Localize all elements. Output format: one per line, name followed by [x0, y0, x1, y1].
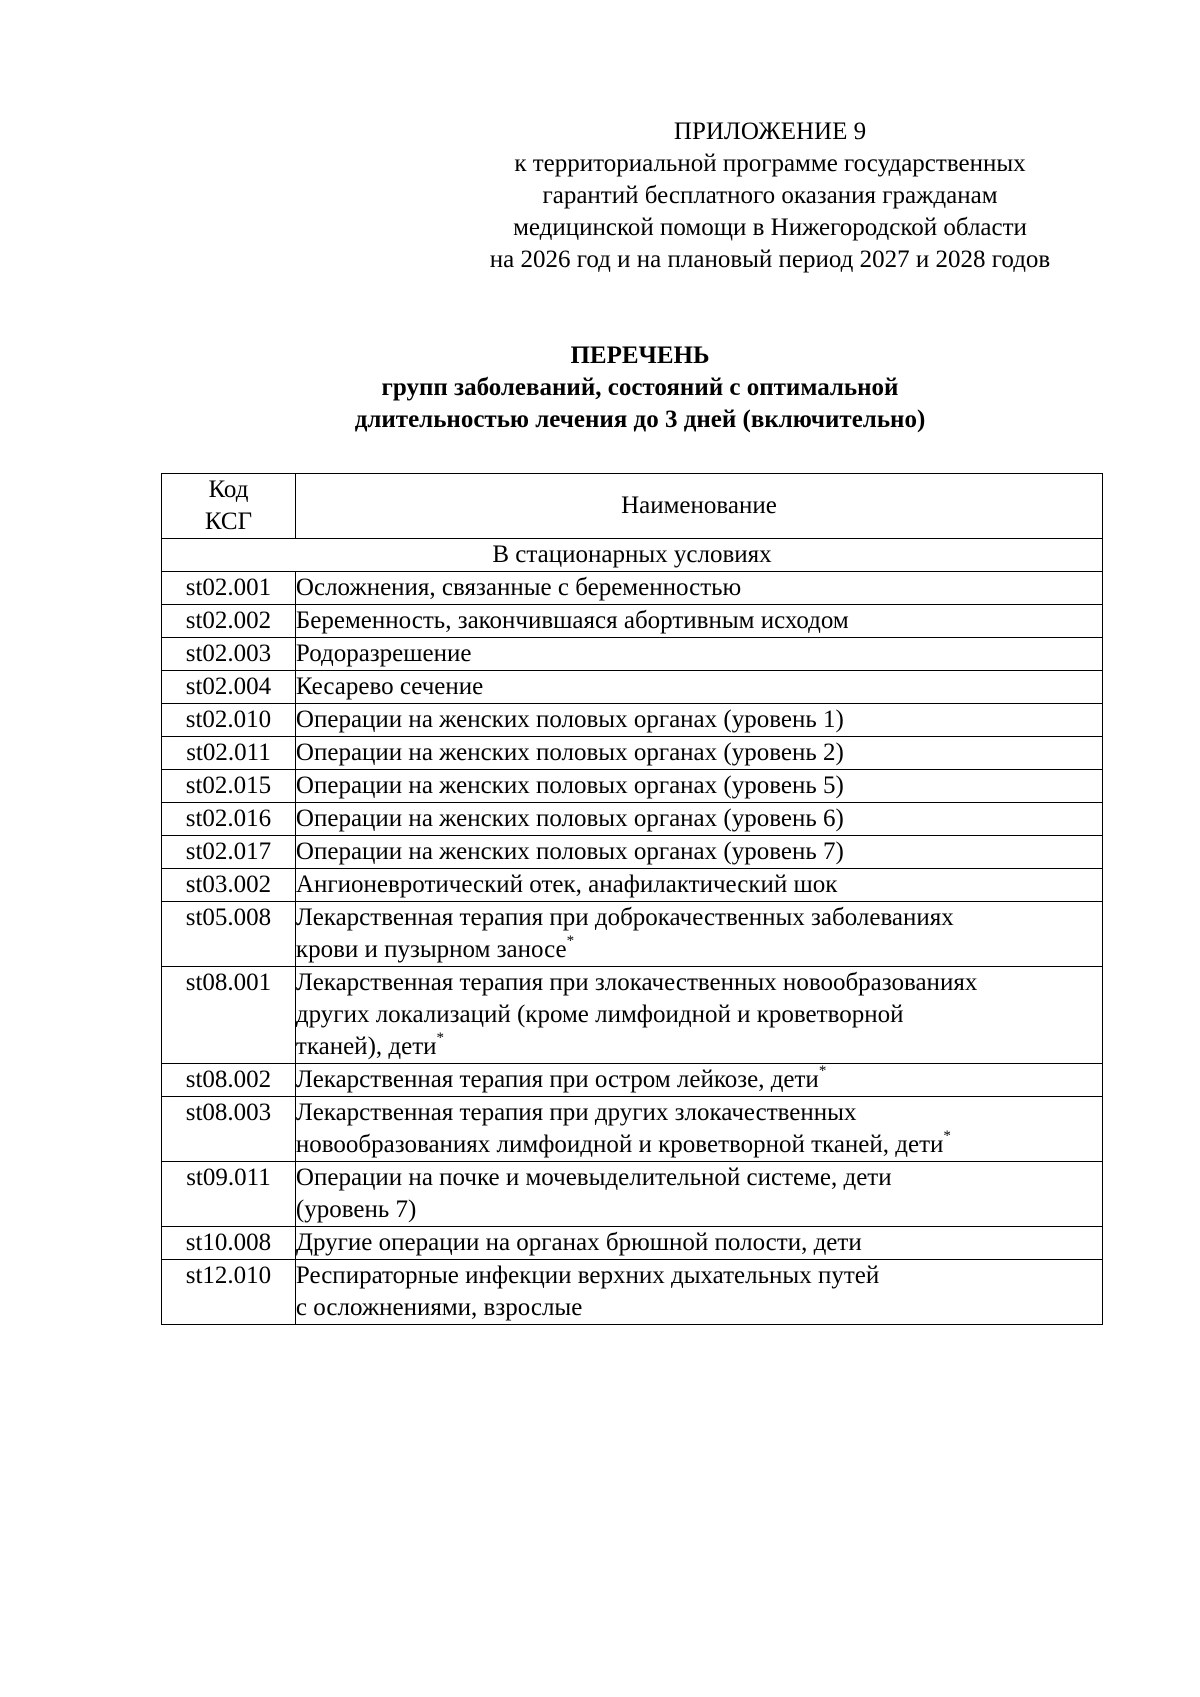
annex-line: гарантий бесплатного оказания гражданам	[542, 182, 998, 209]
row-code: st12.010	[162, 1260, 296, 1325]
annex-header	[440, 116, 1100, 276]
header-code-line: Код	[208, 476, 249, 503]
row-code: st02.010	[162, 704, 296, 737]
row-name	[295, 1097, 1102, 1162]
row-code: st02.004	[162, 671, 296, 704]
header-code	[162, 474, 296, 539]
row-name: Ангионевротический отек, анафилактический шок	[295, 869, 1102, 902]
row-name-line: крови и пузырном заносе	[295, 936, 567, 963]
row-name: Операции на женских половых органах (уровень 1)	[295, 704, 1102, 737]
row-name-line: (уровень 7)	[295, 1196, 417, 1223]
ksg-table	[161, 473, 1103, 1325]
table-row	[162, 1064, 1103, 1097]
row-name-line: Лекарственная терапия при злокачественных новообразованиях	[295, 969, 978, 996]
table-row	[162, 836, 1103, 869]
table-row	[162, 638, 1103, 671]
annex-title: ПРИЛОЖЕНИЕ 9	[673, 118, 867, 145]
table-header-row	[162, 474, 1103, 539]
row-name	[295, 1064, 1102, 1097]
header-name: Наименование	[295, 474, 1102, 539]
row-name: Операции на женских половых органах (уровень 2)	[295, 737, 1102, 770]
table-row	[162, 737, 1103, 770]
row-name-line: других локализаций (кроме лимфоидной и кроветворной	[295, 1001, 904, 1028]
section-row	[162, 539, 1103, 572]
table-row	[162, 1227, 1103, 1260]
row-name	[295, 1162, 1102, 1227]
row-code: st02.002	[162, 605, 296, 638]
row-code: st02.011	[162, 737, 296, 770]
row-code: st08.003	[162, 1097, 296, 1162]
row-code: st02.015	[162, 770, 296, 803]
footnote-mark: *	[436, 1029, 445, 1046]
row-name	[295, 967, 1102, 1064]
title-heading: ПЕРЕЧЕНЬ	[570, 342, 710, 369]
row-name-line: с осложнениями, взрослые	[295, 1294, 583, 1321]
row-name-line: Лекарственная терапия при других злокачественных	[295, 1099, 857, 1126]
row-code: st02.017	[162, 836, 296, 869]
annex-line: на 2026 год и на плановый период 2027 и 2028 годов	[489, 246, 1051, 273]
row-name: Операции на женских половых органах (уровень 6)	[295, 803, 1102, 836]
table-row	[162, 967, 1103, 1064]
row-name-line: Операции на почке и мочевыделительной системе, дети	[295, 1164, 892, 1191]
row-name: Операции на женских половых органах (уровень 7)	[295, 836, 1102, 869]
table-row	[162, 704, 1103, 737]
row-name-line: Респираторные инфекции верхних дыхательных путей	[295, 1262, 880, 1289]
annex-line: к территориальной программе государственных	[514, 150, 1026, 177]
row-code: st02.003	[162, 638, 296, 671]
title-line: групп заболеваний, состояний с оптимальной	[381, 374, 899, 401]
table-row	[162, 1162, 1103, 1227]
table-row	[162, 671, 1103, 704]
row-name: Операции на женских половых органах (уровень 5)	[295, 770, 1102, 803]
table-row	[162, 803, 1103, 836]
title-line: длительностью лечения до 3 дней (включительно)	[354, 406, 926, 433]
row-name: Осложнения, связанные с беременностью	[295, 572, 1102, 605]
row-name	[295, 1260, 1102, 1325]
table-row	[162, 902, 1103, 967]
table-row	[162, 869, 1103, 902]
row-name-line: новообразованиях лимфоидной и кроветворной тканей, дети	[295, 1131, 944, 1158]
row-code: st05.008	[162, 902, 296, 967]
row-code: st09.011	[162, 1162, 296, 1227]
table-row	[162, 1260, 1103, 1325]
footnote-mark: *	[818, 1062, 827, 1079]
row-name: Беременность, закончившаяся абортивным исходом	[295, 605, 1102, 638]
row-code: st08.001	[162, 967, 296, 1064]
row-name: Другие операции на органах брюшной полости, дети	[295, 1227, 1102, 1260]
row-name: Кесарево сечение	[295, 671, 1102, 704]
row-name: Родоразрешение	[295, 638, 1102, 671]
row-name-line: тканей), дети	[295, 1033, 437, 1060]
footnote-mark: *	[566, 932, 575, 949]
header-code-line: КСГ	[204, 508, 253, 535]
row-code: st02.001	[162, 572, 296, 605]
document-title	[160, 340, 1120, 436]
section-label: В стационарных условиях	[162, 539, 1103, 572]
annex-line: медицинской помощи в Нижегородской области	[513, 214, 1027, 241]
row-code: st03.002	[162, 869, 296, 902]
row-name-line: Лекарственная терапия при остром лейкозе, дети	[295, 1066, 819, 1093]
row-name-line: Лекарственная терапия при доброкачественных заболеваниях	[295, 904, 954, 931]
row-code: st10.008	[162, 1227, 296, 1260]
table-row	[162, 770, 1103, 803]
row-code: st08.002	[162, 1064, 296, 1097]
table-row	[162, 1097, 1103, 1162]
footnote-mark: *	[943, 1127, 951, 1144]
row-code: st02.016	[162, 803, 296, 836]
table-row	[162, 572, 1103, 605]
row-name	[295, 902, 1102, 967]
table-row	[162, 605, 1103, 638]
